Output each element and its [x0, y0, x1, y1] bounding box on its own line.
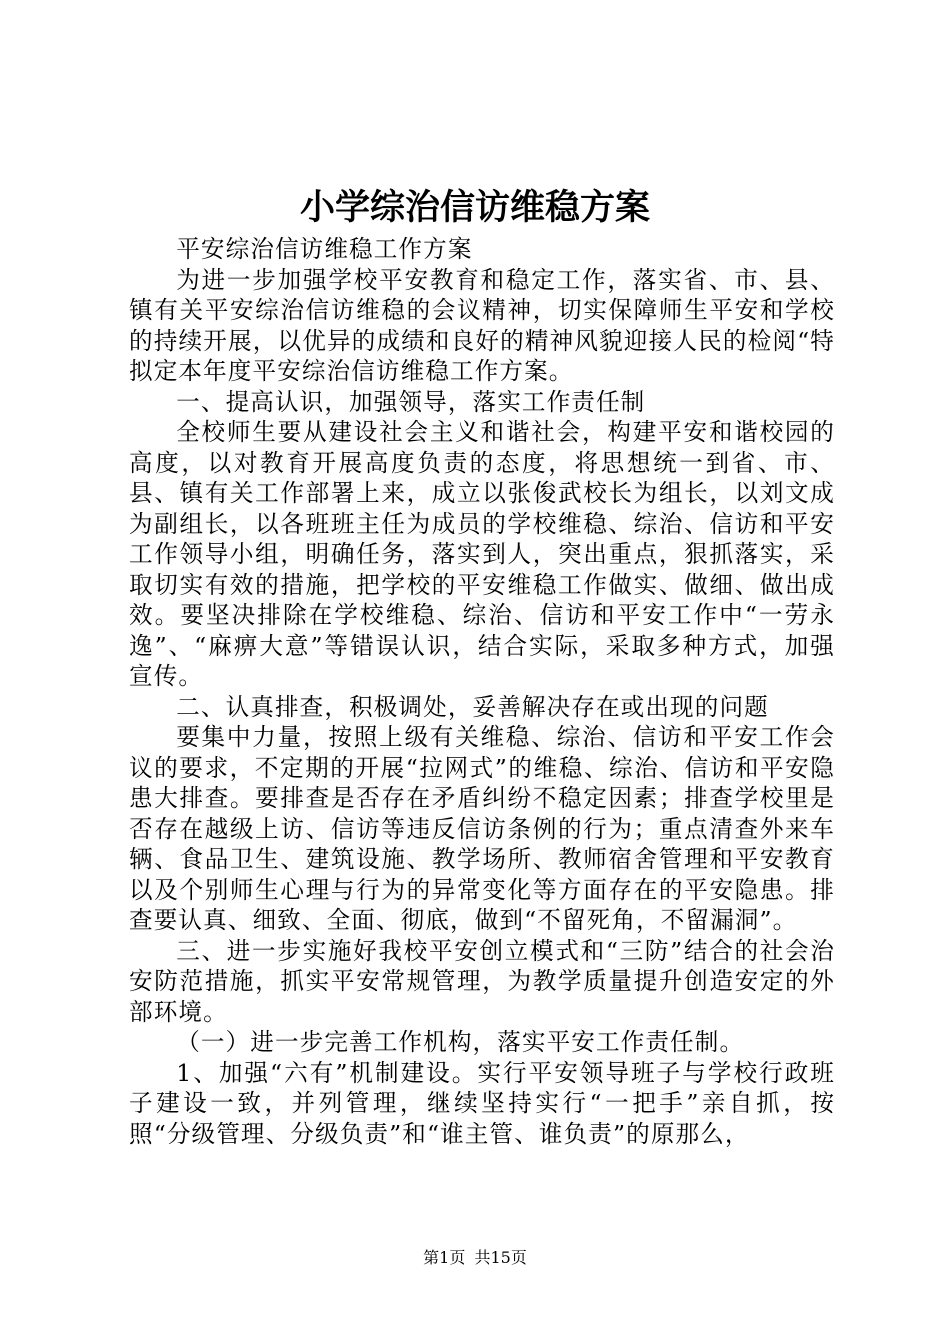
page-number: 第1页 [423, 1248, 466, 1267]
section-heading-2: 二、认真排查，积极调处，妥善解决存在或出现的问题 [176, 692, 769, 721]
intro-paragraph: 为进一步加强学校平安教育和稳定工作，落实省、市、县、镇有关平安综治信访维稳的会议精神，切实保障师生平安和学校的持续开展，以优异的成绩和良好的精神风貌迎接人民的检阅“特拟定本年度平安综治信访维稳工作方案。 [129, 265, 835, 385]
body-paragraph: 1、加强“六有”机制建设。实行平安领导班子与学校行政班子建设一致，并列管理，继续坚持实行“一把手”亲自抓，按照“分级管理、分级负责”和“谁主管、谁负责”的原那么， [129, 1058, 835, 1148]
page-footer [0, 1245, 950, 1268]
subtitle-paragraph: 平安综治信访维稳工作方案 [176, 235, 473, 263]
section-heading-1: 一、提高认识，加强领导，落实工作责任制 [176, 387, 646, 416]
subsection-heading: （一）进一步完善工作机构，落实平安工作责任制。 [176, 1028, 745, 1056]
total-pages: 共15页 [474, 1248, 527, 1267]
section-heading-3: 三、进一步实施好我校平安创立模式和“三防”结合的社会治安防范措施，抓实平安常规管理，为教学质量提升创造安定的外部环境。 [129, 936, 835, 1026]
document-title: 小学综治信访维稳方案 [299, 187, 650, 228]
body-paragraph: 全校师生要从建设社会主义和谐社会，构建平安和谐校园的高度，以对教育开展高度负责的态度，将思想统一到省、市、县、镇有关工作部署上来，成立以张俊武校长为组长，以刘文成为副组长，以各班班主任为成员的学校维稳、综治、信访和平安工作领导小组，明确任务，落实到人，突出重点，狠抓落实，采取切实有效的措施，把学校的平安维稳工作做实、做细、做出成效。要坚决排除在学校维稳、综治、信访和平安工作中“一劳永逸”、“麻痹大意”等错误认识，结合实际，采取多种方式，加强宣传。 [129, 418, 835, 690]
document-body [129, 234, 835, 1149]
body-paragraph: 要集中力量，按照上级有关维稳、综治、信访和平安工作会议的要求，不定期的开展“拉网式”的维稳、综治、信访和平安隐患大排查。要排查是否存在矛盾纠纷不稳定因素；排查学校里是否存在越级上访、信访等违反信访条例的行为；重点清查外来车辆、食品卫生、建筑设施、教学场所、教师宿舍管理和平安教育以及个别师生心理与行为的异常变化等方面存在的平安隐患。排查要认真、细致、全面、彻底，做到“不留死角，不留漏洞”。 [129, 723, 835, 934]
